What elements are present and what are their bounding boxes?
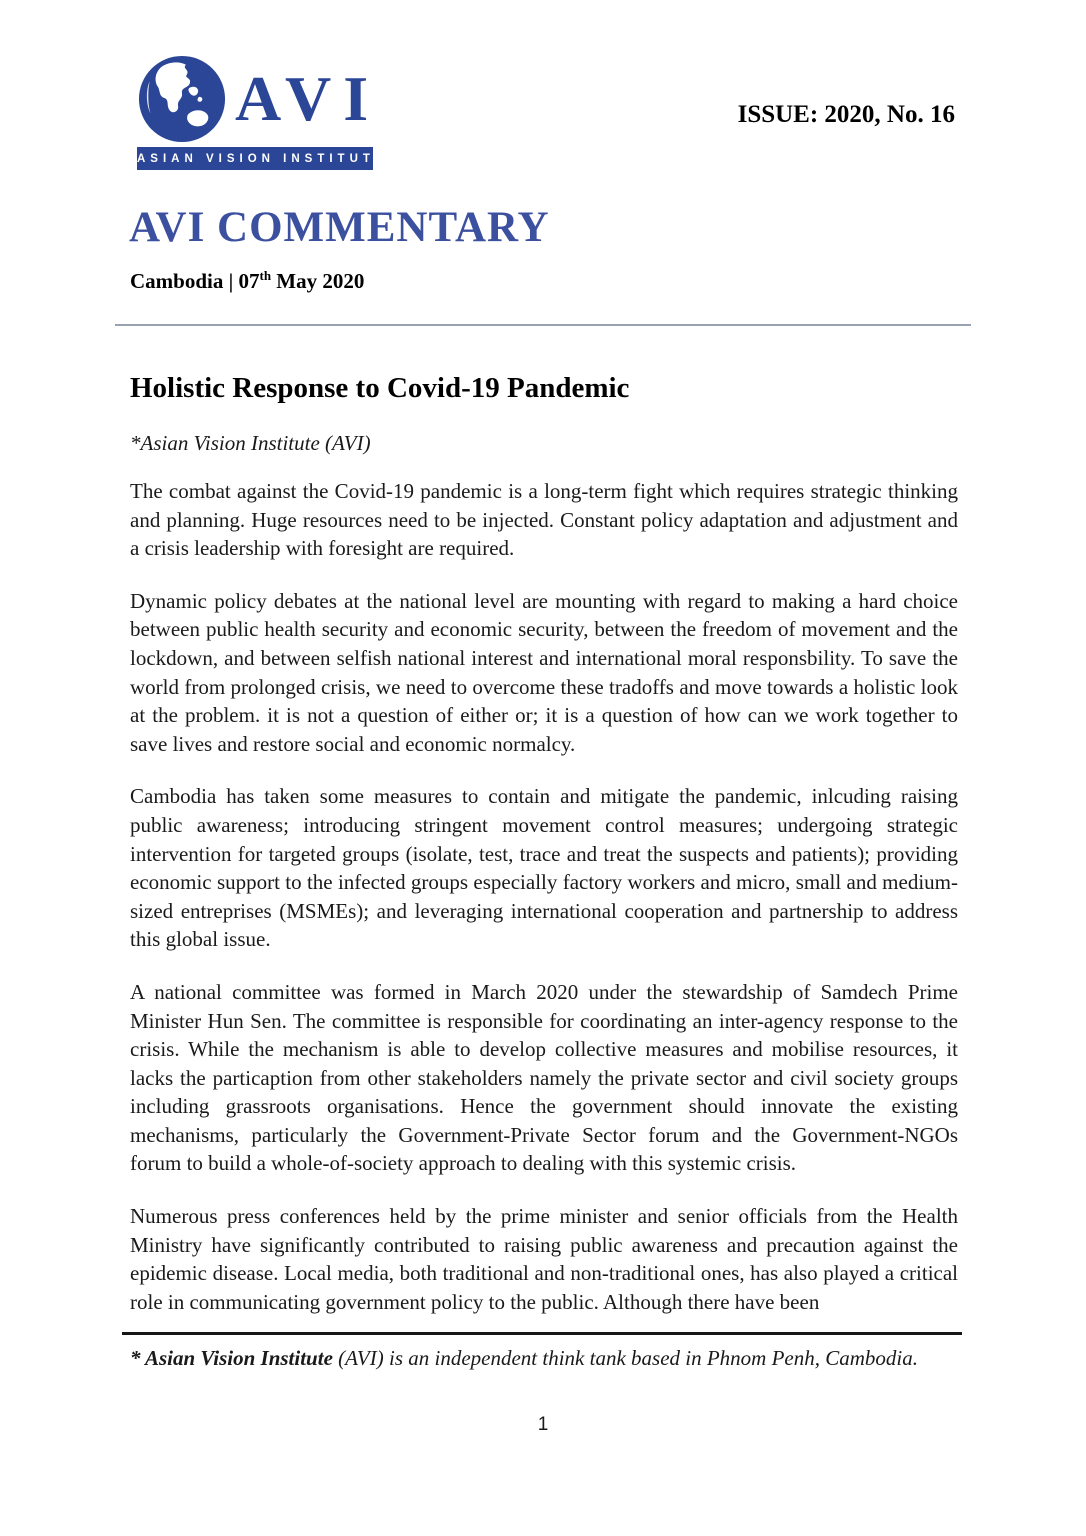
publication-title: AVI COMMENTARY xyxy=(129,204,550,251)
dateline-prefix: Cambodia | 07 xyxy=(130,269,260,293)
globe-icon xyxy=(137,54,227,144)
issue-label: ISSUE: 2020, No. 16 xyxy=(737,101,955,128)
article-byline: *Asian Vision Institute (AVI) xyxy=(130,431,371,455)
footnote-rule xyxy=(122,1332,962,1335)
paragraph-5: Numerous press conferences held by the prime minister and senior officials from the Health Ministry have significantly contributed to raising public awareness and precaution against the epidemic disease. Local media, both traditional and non-traditional ones, has also played a critical role in communicating government policy to the public. Although there have been xyxy=(130,1204,958,1314)
paragraph-2: Dynamic policy debates at the national level are mounting with regard to making a hard choice between public health security and economic security, between the freedom of movement and the lockdown, and between selfish national interest and international moral responsbility. To save the world from prolonged crisis, we need to overcome these tradoffs and move towards a holistic look at the problem. it is not a question of either or; it is a question of how can we work together to save lives and restore social and economic normalcy. xyxy=(130,588,958,756)
dateline-suffix: May 2020 xyxy=(271,269,365,293)
footnote xyxy=(130,1346,962,1371)
logo-banner: ASIAN VISION INSTITUTE xyxy=(137,147,373,170)
article-title: Holistic Response to Covid-19 Pandemic xyxy=(130,372,630,404)
logo-top-row xyxy=(137,54,381,144)
dateline xyxy=(130,268,364,294)
article-body xyxy=(130,477,958,1340)
paragraph-3: Cambodia has taken some measures to contain and mitigate the pandemic, inlcuding raising public awareness; introducing stringent movement control measures; undergoing strategic intervention for targeted groups (isolate, test, trace and treat the suspects and patients); providing economic support to the infected groups especially factory workers and micro, small and medium-sized entreprises (MSMEs); and leveraging international cooperation and partnership to address this global issue. xyxy=(130,784,958,952)
footnote-bold-part: * Asian Vision Institute xyxy=(130,1346,333,1370)
paragraph-1: The combat against the Covid-19 pandemic is a long-term fight which requires strategic thinking and planning. Huge resources need to be injected. Constant policy adaptation and adjustment and a crisis leadership with foresight are required. xyxy=(130,479,958,561)
page-number: 1 xyxy=(537,1414,549,1435)
paragraph-4: A national committee was formed in March 2020 under the stewardship of Samdech Prime Minister Hun Sen. The committee is responsible for coordinating an inter-agency response to the crisis. While the mechanism is able to develop collective measures and mobilise resources, it lacks the particaption from other stakeholders namely the private sector and civil society groups including grassroots organisations. Hence the government should innovate the existing mechanisms, particularly the Government-Private Sector forum and the Government-NGOs forum to build a whole-of-society approach to dealing with this systemic crisis. xyxy=(130,979,958,1176)
footnote-rest: (AVI) is an independent think tank based in Phnom Penh, Cambodia. xyxy=(332,1346,919,1370)
dateline-superscript: th xyxy=(259,268,272,283)
avi-logo xyxy=(137,54,388,170)
logo-acronym: AVI xyxy=(235,63,381,134)
header-divider xyxy=(115,324,971,326)
